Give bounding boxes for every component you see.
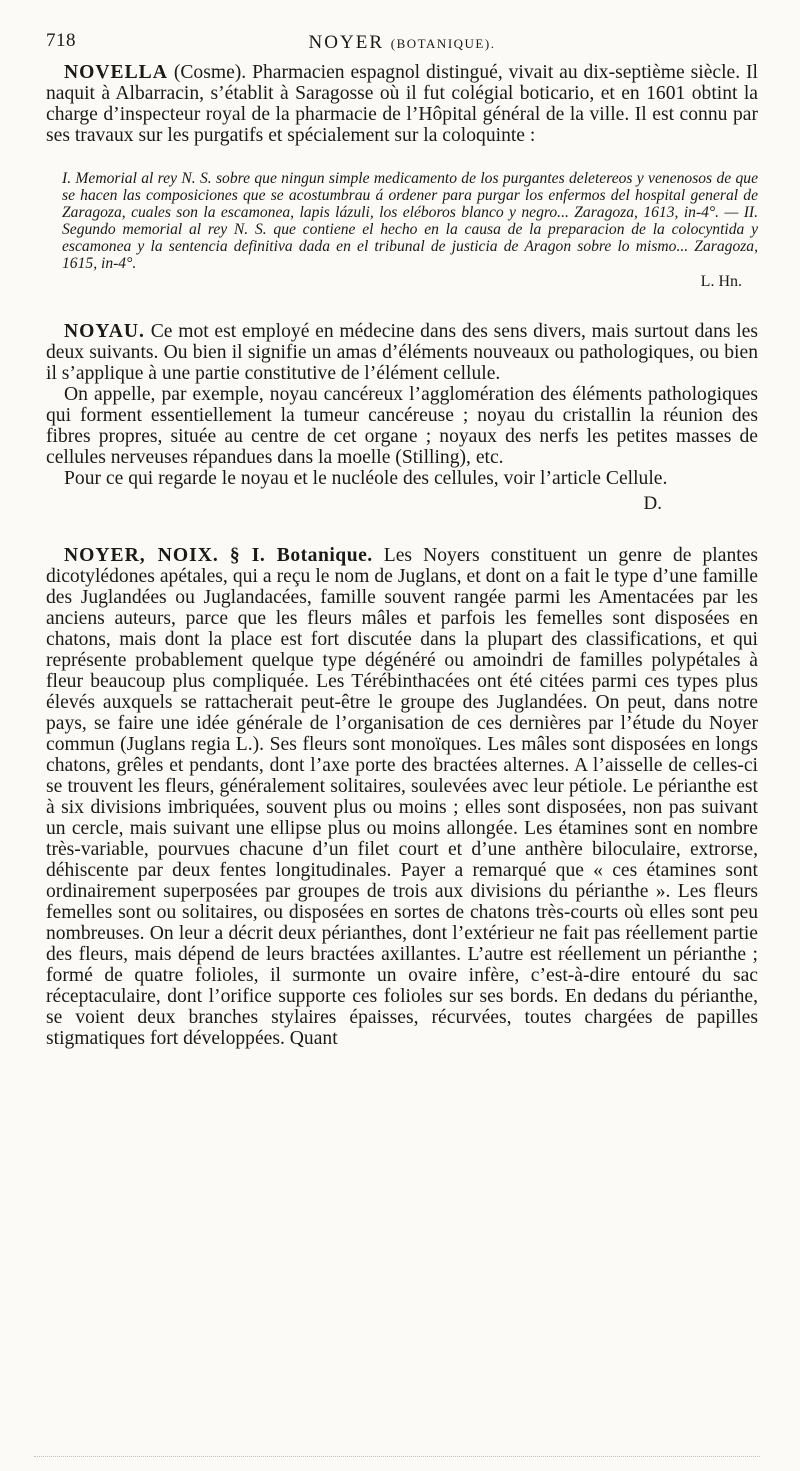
entry-noyau [46,321,758,515]
noyer-paragraph [46,545,758,1049]
noyer-body: Les Noyers constituent un genre de plantes dicotylédones apétales, qui a reçu le nom de Juglans, et dont on a fait le type d’une famille des Juglandées ou Juglandacées, famille souvent rangée parmi les Amentacées par les anciens auteurs, parce que les fleurs mâles et parfois les femelles sont disposées en chatons, mais dont la place est fort discutée dans la plupart des classifications, et qui représente probablement quelque type dégénéré ou amoindri de familles polypétales à fleur beaucoup plus compliquée. Les Térébinthacées ont été citées parmi ces types plus élevés auxquels se rattacherait peut-être le groupe des Juglandées. On peut, dans notre pays, se faire une idée générale de l’organisation de ces dernières par l’étude du Noyer commun (Juglans regia L.). Ses fleurs sont monoïques. Les mâles sont disposées en longs chatons, grêles et pendants, dont l’axe porte des bractées alternes. A l’aisselle de celles-ci se trouvent les fleurs, généralement solitaires, soulevées avec leur pétiole. Le périanthe est à six divisions imbriquées, souvent plus ou moins ; elles sont disposées, non pas suivant un cercle, mais suivant une ellipse plus ou moins allongée. Les étamines sont en nombre très-variable, pourvues chacune d’un filet court et d’une anthère biloculaire, extrorse, déhiscente par deux fentes longitudinales. Payer a remarqué que « ces étamines sont ordinairement superposées par groupes de trois aux divisions du périanthe ». Les fleurs femelles sont ou solitaires, ou disposées en sortes de chatons très-courts où elles sont peu nombreuses. On leur a décrit deux périanthes, dont l’extérieur ne fait pas réellement partie des fleurs, mais dépend de leurs bractées axillantes. L’autre est réellement un périanthe ; formé de quatre folioles, il surmonte un ovaire infère, c’est-à-dire entouré du sac réceptaculaire, dont l’orifice supporte ces folioles sur ses bords. En dedans du périanthe, se voient deux branches stylaires épaisses, récurvées, toutes chargées de papilles stigmatiques fort développées. Quant [46,545,759,1049]
noyer-section-title: § I. Botanique. [229,545,373,566]
novella-signature: L. Hn. [700,273,742,290]
page-header [46,26,758,58]
page-number: 718 [46,30,76,51]
novella-paragraph [46,62,758,146]
bottom-rule [34,1456,760,1457]
running-title [46,32,758,54]
noyau-headword: NOYAU. [64,321,145,342]
noyau-paragraph-1 [46,321,758,384]
noyau-paragraph-3: Pour ce qui regarde le noyau et le nucléole des cellules, voir l’article Cellule. [64,468,668,489]
running-title-subtitle: (BOTANIQUE). [390,36,496,51]
noyau-paragraph-2: On appelle, par exemple, noyau cancéreux l’agglomération des éléments pathologiques qui forment essentiellement la tumeur cancéreuse ; noyau du cristallin la réunion des fibres propres, située au centre de cet organe ; noyaux des nerfs les petites masses de cellules nerveuses répandues dans la moelle (Stilling), etc. [46,384,758,468]
noyau-text-1: Ce mot est employé en médecine dans des sens divers, mais surtout dans les deux suivants. Ou bien il signifie un amas d’éléments nouveaux ou pathologiques, ou bien il s’applique à une partie constitutive de l’élément cellule. [46,321,758,384]
entry-novella [46,62,758,291]
noyer-headword: NOYER, NOIX. [64,545,219,566]
entry-noyer [46,545,758,1049]
running-title-word: NOYER [308,32,384,53]
noyau-signature: D. [643,493,662,514]
novella-body: (Cosme). Pharmacien espagnol distingué, vivait au dix-septième siècle. Il naquit à Albarracin, s’établit à Saragosse où il fut colégial boticario, et en 1601 obtint la charge d’inspecteur royal de la pharmacie de l’Hôpital général de la ville. Il est connu par ses travaux sur les purgatifs et spécialement sur la coloquinte : [46,62,758,146]
novella-bibliography: I. Memorial al rey N. S. sobre que ningun simple medicamento de los purgantes deletereos y venenosos de que se hacen las composiciones que se acostumbrau á ordener para purgar los enfermos del hospital general de Zaragoza, cuales son la escamonea, lapis lázuli, los eléboros blanco y negro... Zaragoza, 1613, in-4°. — II. Segundo memorial al rey N. S. que contiene el hecho en la causa de la preparacion de la colocyntida y escamonea y la sentencia definitiva dada en el tribunal de justicia de Aragon sobre lo mismo... Zaragoza, 1615, in-4°. [62,170,758,272]
novella-headword: NOVELLA [64,62,168,83]
